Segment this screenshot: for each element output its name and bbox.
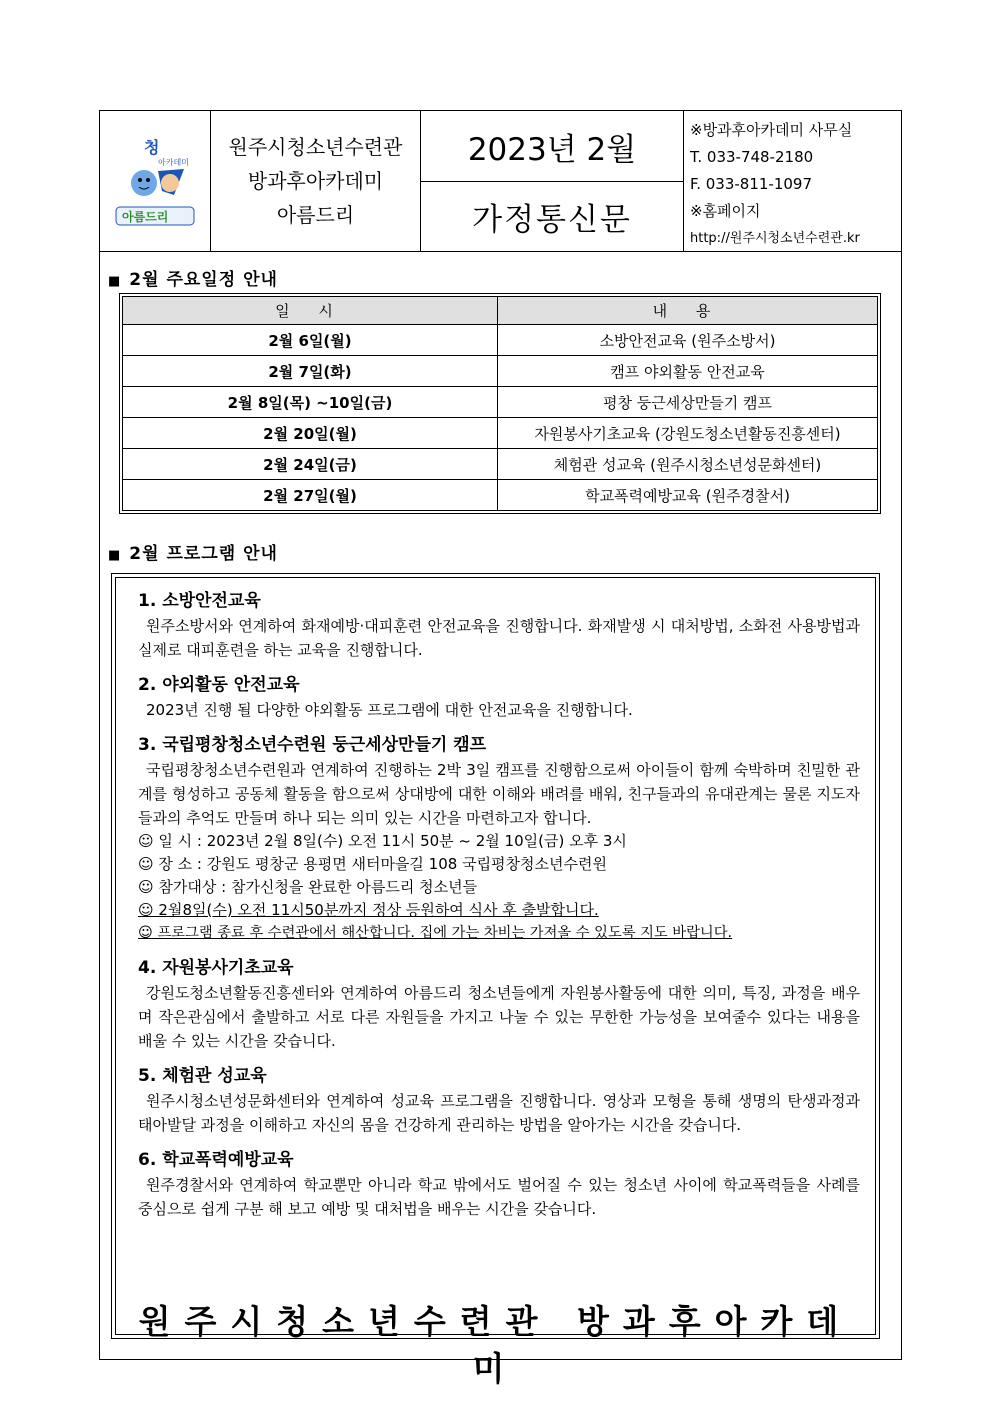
program-content xyxy=(138,588,860,1221)
org-line-1: 원주시청소년수련관 xyxy=(228,135,403,159)
date-title: 2023년 2월 xyxy=(421,111,683,182)
program-heading-5: 5. 체험관 성교육 xyxy=(138,1066,267,1086)
table-row xyxy=(123,449,878,480)
svg-text:아름드리: 아름드리 xyxy=(122,210,169,224)
table-row xyxy=(123,480,878,511)
table-header-row xyxy=(123,297,878,325)
row-date: 2월 20일(월) xyxy=(123,418,498,449)
doc-title: 가정통신문 xyxy=(472,202,632,238)
homepage-url[interactable]: http://원주시청소년수련관.kr xyxy=(690,231,860,246)
row-date: 2월 7일(화) xyxy=(123,356,498,387)
row-content: 체험관 성교육 (원주시청소년성문화센터) xyxy=(498,449,878,480)
mascot-logo-icon xyxy=(114,135,196,227)
svg-text:아카데미: 아카데미 xyxy=(158,158,189,167)
program-body-6: 원주경찰서와 연계하여 학교뿐만 아니라 학교 밖에서도 벌어질 수 있는 청소년 사이에 학교폭력들을 사례를 중심으로 쉽게 구분 해 보고 예방 및 대처법을 배우는 시간을 갖습니다. xyxy=(138,1176,860,1218)
program-body-3: 국립평창청소년수련원과 연계하여 진행하는 2박 3일 캠프를 진행함으로써 아이들이 함께 숙박하며 친밀한 관계를 형성하고 공동체 활동을 함으로써 상대방에 대한 이해와 배려를 배워, 친구들과의 유대관계는 물론 지도자들과의 추억도 만들며 하나 되는 의미 있는 시간을 마련하고자 합니다. xyxy=(138,761,860,827)
program-heading-1: 1. 소방안전교육 xyxy=(138,591,261,611)
svg-text:청: 청 xyxy=(144,138,160,157)
program-heading-6: 6. 학교폭력예방교육 xyxy=(138,1150,294,1170)
row-content: 학교폭력예방교육 (원주경찰서) xyxy=(498,480,878,511)
row-content: 평창 둥근세상만들기 캠프 xyxy=(498,387,878,418)
program-heading-4: 4. 자원봉사기초교육 xyxy=(138,958,294,978)
program-box-inner xyxy=(115,577,876,1388)
program-title: ■ 2월 프로그램 안내 xyxy=(108,544,278,564)
program-body-4: 강원도청소년활동진흥센터와 연계하여 아름드리 청소년들에게 자원봉사활동에 대한 의미, 특징, 과정을 배우며 작은관심에서 출발하고 서로 다른 자원들을 가지고 나눌 수 있는 무한한 가능성을 보여줄수 있다는 내용을 배울 수 있는 시간을 갖습니다. xyxy=(138,984,860,1050)
contact-info xyxy=(690,117,900,252)
org-name xyxy=(211,111,421,251)
office-label: ※방과후아카데미 사무실 xyxy=(690,121,853,139)
program-heading-2: 2. 야외활동 안전교육 xyxy=(138,675,300,695)
schedule-title: ■ 2월 주요일정 안내 xyxy=(108,270,278,290)
camp-target: ☺ 참가대상 : 참가신청을 완료한 아름드리 청소년들 xyxy=(138,878,478,896)
header-content: 내 용 xyxy=(498,297,878,325)
org-line-2: 방과후아카데미 xyxy=(247,169,384,193)
row-date: 2월 27일(월) xyxy=(123,480,498,511)
schedule-table xyxy=(122,296,878,511)
newsletter-frame xyxy=(99,110,902,1388)
header xyxy=(100,111,901,252)
program-heading-3: 3. 국립평창청소년수련원 둥근세상만들기 캠프 xyxy=(138,735,487,755)
table-row xyxy=(123,418,878,449)
program-body-1: 원주소방서와 연계하여 화재예방·대피훈련 안전교육을 진행합니다. 화재발생 시 대처방법, 소화전 사용방법과 실제로 대피훈련을 하는 교육을 진행합니다. xyxy=(138,617,860,659)
logo-cell xyxy=(100,111,211,251)
square-bullet-icon: ■ xyxy=(108,274,122,289)
camp-note-dismissal: ☺ 프로그램 종료 후 수련관에서 해산합니다. 집에 가는 차비는 가져올 수 있도록 지도 바랍니다. xyxy=(138,925,733,941)
program-body-2: 2023년 진행 될 다양한 야외활동 프로그램에 대한 안전교육을 진행합니다. xyxy=(146,701,633,719)
program-body-5: 원주시청소년성문화센터와 연계하여 성교육 프로그램을 진행합니다. 영상과 모형을 통해 생명의 탄생과정과 태아발달 과정을 이해하고 자신의 몸을 건강하게 관리하는 방법을 알아가는 시간을 갖습니다. xyxy=(138,1092,860,1134)
table-row xyxy=(123,356,878,387)
title-cell xyxy=(421,111,684,251)
row-content: 캠프 야외활동 안전교육 xyxy=(498,356,878,387)
footer-org-title: 원주시청소년수련관 방과후아카데미 xyxy=(138,1302,853,1388)
table-row xyxy=(123,387,878,418)
camp-schedule: ☺ 일 시 : 2023년 2월 8일(수) 오전 11시 50분 ~ 2월 10일(금) 오후 3시 xyxy=(138,832,627,850)
homepage-label: ※홈페이지 xyxy=(690,202,761,220)
row-content: 자원봉사기초교육 (강원도청소년활동진흥센터) xyxy=(498,418,878,449)
table-row xyxy=(123,325,878,356)
camp-note-departure: ☺ 2월8일(수) 오전 11시50분까지 정상 등원하여 식사 후 출발합니다. xyxy=(138,901,599,919)
square-bullet-icon: ■ xyxy=(108,548,122,563)
tel: T. 033-748-2180 xyxy=(690,148,814,166)
fax: F. 033-811-1097 xyxy=(690,175,813,193)
camp-location: ☺ 장 소 : 강원도 평창군 용평면 새터마을길 108 국립평창청소년수련원 xyxy=(138,855,607,873)
header-date: 일 시 xyxy=(123,297,498,325)
row-date: 2월 8일(목) ~10일(금) xyxy=(123,387,498,418)
row-content: 소방안전교육 (원주소방서) xyxy=(498,325,878,356)
org-line-3: 아름드리 xyxy=(276,203,355,227)
row-date: 2월 6일(월) xyxy=(123,325,498,356)
program-box xyxy=(111,573,880,1388)
row-date: 2월 24일(금) xyxy=(123,449,498,480)
